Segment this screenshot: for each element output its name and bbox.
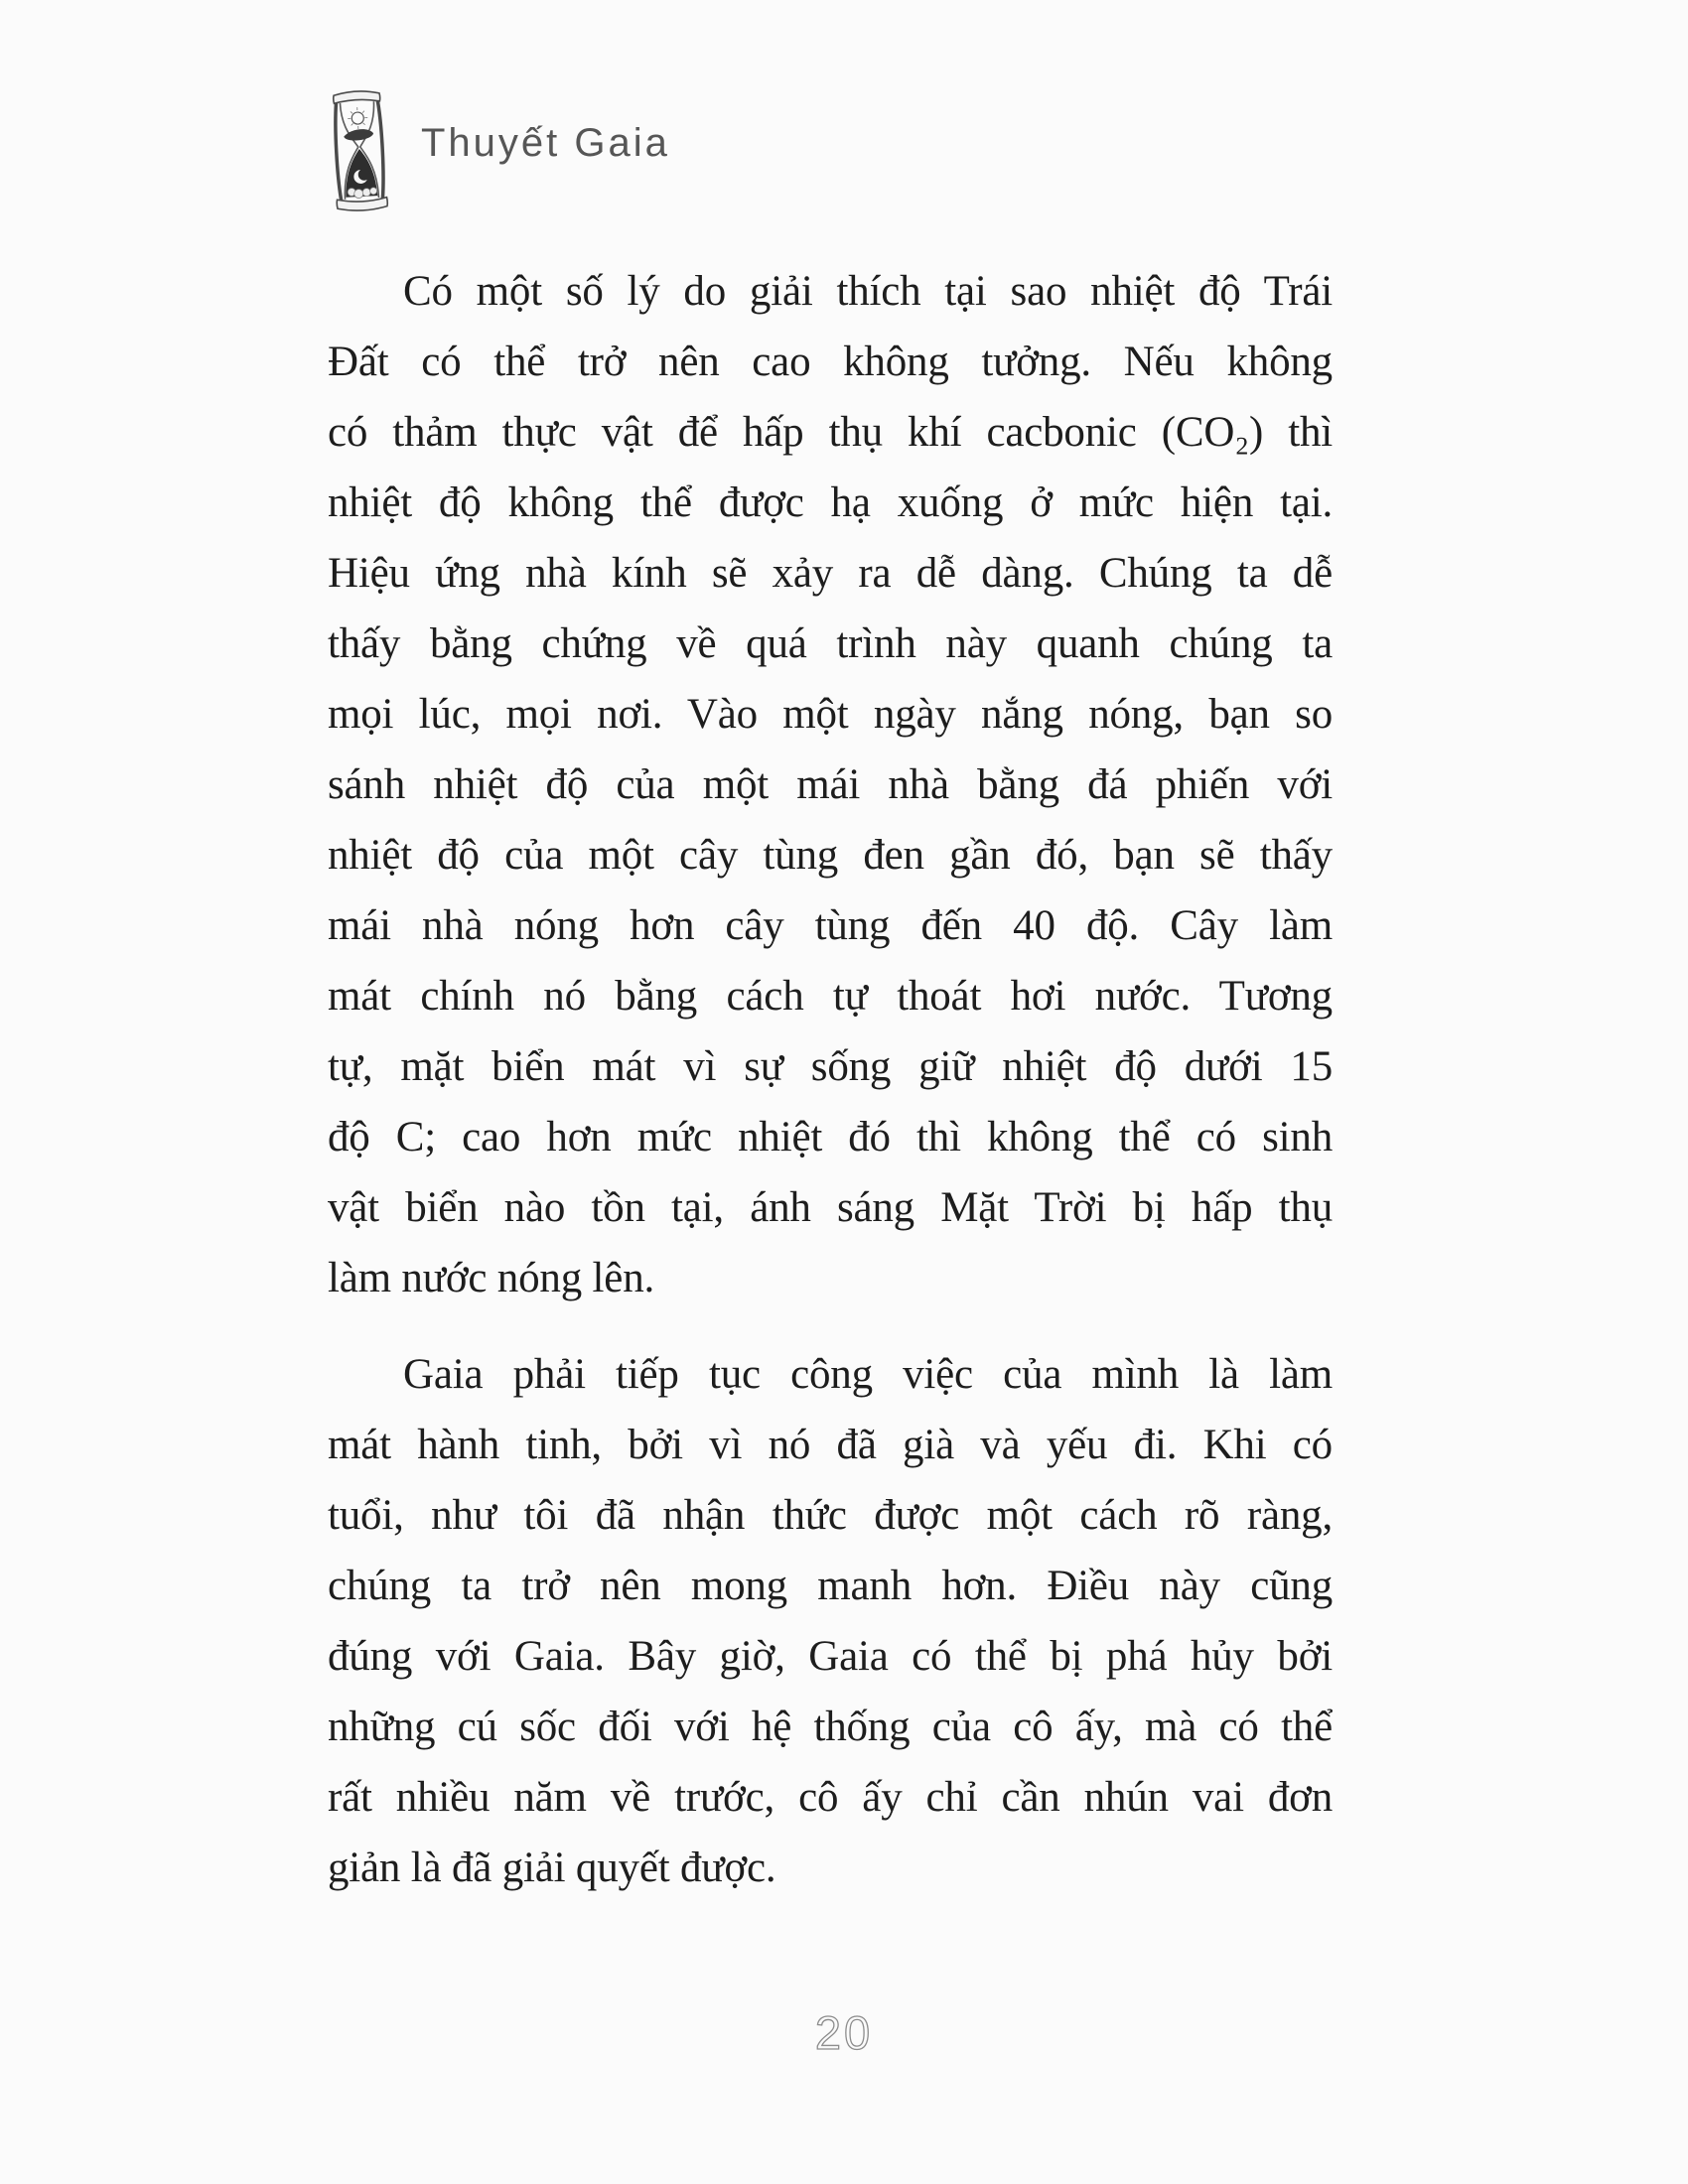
paragraph-line: Gaia phải tiếp tục công việc của mình là làm [403, 1351, 1333, 1398]
chapter-title: Thuyết Gaia [421, 121, 670, 165]
body-text [328, 256, 1333, 1903]
paragraph-line: mái nhà nóng hơn cây tùng đến 40 độ. Cây làm [328, 902, 1333, 949]
paragraph-line: những cú sốc đối với hệ thống của cô ấy, mà có thể [328, 1704, 1333, 1750]
paragraph-line: tuổi, như tôi đã nhận thức được một cách rõ ràng, [328, 1492, 1333, 1539]
paragraph-line: mát chính nó bằng cách tự thoát hơi nước. Tương [328, 973, 1333, 1020]
paragraph-line: Có một số lý do giải thích tại sao nhiệt độ Trái [403, 268, 1333, 315]
paragraph-line: độ C; cao hơn mức nhiệt đó thì không thể có sinh [328, 1114, 1333, 1160]
page-number: 20 [814, 2006, 874, 2059]
paragraph-line: tự, mặt biển mát vì sự sống giữ nhiệt độ dưới 15 [328, 1043, 1333, 1090]
paragraph-line: mát hành tinh, bởi vì nó đã già và yếu đi. Khi có [328, 1422, 1333, 1468]
paragraph-line: mọi lúc, mọi nơi. Vào một ngày nắng nóng, bạn so [328, 691, 1333, 738]
paragraph-line: nhiệt độ của một cây tùng đen gần đó, bạn sẽ thấy [328, 832, 1333, 879]
paragraph-line: nhiệt độ không thể được hạ xuống ở mức hiện tại. [328, 479, 1333, 526]
paragraph-line: vật biển nào tồn tại, ánh sáng Mặt Trời bị hấp thụ [328, 1184, 1333, 1231]
paragraph-line: Đất có thể trở nên cao không tưởng. Nếu không [328, 339, 1333, 385]
paragraph-line: chúng ta trở nên mong manh hơn. Điều này cũng [328, 1563, 1333, 1609]
paragraph-line: giản là đã giải quyết được. [328, 1844, 776, 1891]
paragraph [328, 1339, 1333, 1903]
hourglass-icon [328, 87, 391, 214]
paragraph [328, 256, 1333, 1313]
paragraph-line: thấy bằng chứng về quá trình này quanh chúng ta [328, 620, 1333, 667]
paragraph-line: sánh nhiệt độ của một mái nhà bằng đá phiến với [328, 761, 1333, 808]
paragraph-line: Hiệu ứng nhà kính sẽ xảy ra dễ dàng. Chúng ta dễ [328, 550, 1333, 597]
paragraph-line: có thảm thực vật để hấp thụ khí cacbonic (CO₂) thì [328, 409, 1333, 456]
paragraph-line: rất nhiều năm về trước, cô ấy chỉ cần nhún vai đơn [328, 1774, 1333, 1821]
paragraph-line: làm nước nóng lên. [328, 1255, 655, 1301]
paragraph-line: đúng với Gaia. Bây giờ, Gaia có thể bị phá hủy bởi [328, 1633, 1333, 1680]
